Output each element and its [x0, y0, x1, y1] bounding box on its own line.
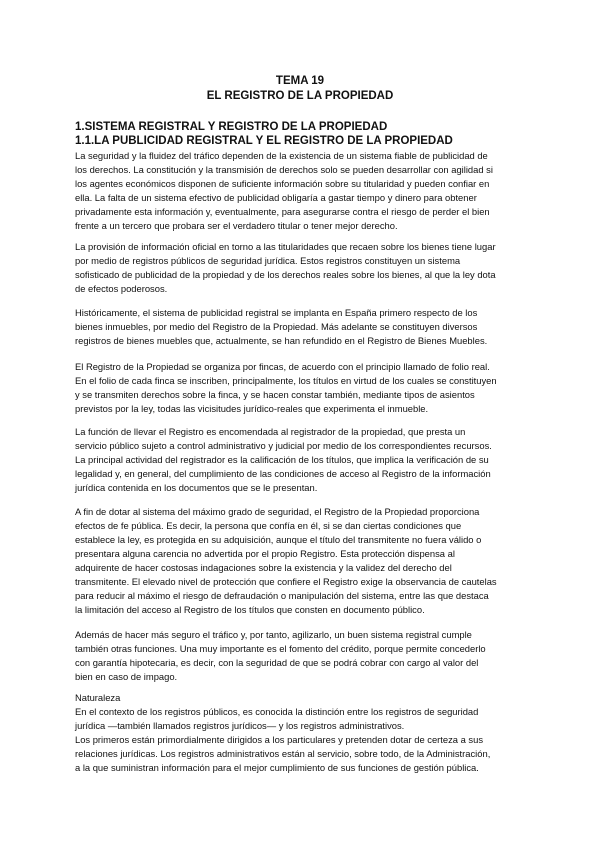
paragraph-4 — [75, 360, 535, 416]
paragraph-1 — [75, 149, 535, 233]
text-line: La seguridad y la fluidez del tráfico dependen de la existencia de un sistema fiable de publicidad de — [75, 150, 488, 161]
paragraph-3 — [75, 306, 535, 348]
text-line: La principal actividad del registrador es la calificación de los títulos, que implica la verificación de su — [75, 454, 489, 465]
text-line: bienes inmuebles, por medio del Registro de la Propiedad. Más adelante se constituyen diversos — [75, 321, 478, 332]
text-line: con garantía hipotecaria, es decir, con la seguridad de que se podrá cobrar con cargo al valor del — [75, 657, 479, 668]
text-line: El Registro de la Propiedad se organiza por fincas, de acuerdo con el principio llamado de folio real. — [75, 361, 490, 372]
text-line: jurídica —también llamados registros jurídicos— y los registros administrativos. — [75, 720, 405, 731]
text-line: transmitente. El elevado nivel de protección que confiere el Registro exige la observancia de cautelas — [75, 576, 497, 587]
text-line: La provisión de información oficial en torno a las titularidades que recaen sobre los bienes tiene lugar — [75, 241, 496, 252]
text-line: establece la ley, es protegida en su adquisición, aunque el título del transmitente no fuera válido o — [75, 534, 482, 545]
text-line: por medio de registros públicos de seguridad jurídica. Estos registros constituyen un sistema — [75, 255, 461, 266]
text-line: relaciones jurídicas. Los registros administrativos están al servicio, sobre todo, de la Administración, — [75, 748, 491, 759]
text-line: de efectos poderosos. — [75, 283, 168, 294]
paragraph-5 — [75, 425, 535, 495]
text-line: sofisticado de publicidad de la propiedad y de los derechos reales sobre los bienes, al que la ley dota — [75, 269, 496, 280]
section-heading: 1.SISTEMA REGISTRAL Y REGISTRO DE LA PROPIEDAD — [75, 121, 388, 133]
text-line: presentara alguna carencia no advertida por el propio Registro. Esta protección dispensa al — [75, 548, 455, 559]
text-line: legalidad y, en general, del cumplimiento de las condiciones de acceso al Registro de la información — [75, 468, 491, 479]
text-line: servicio público sujeto a control administrativo y judicial por medio de los correspondientes recursos. — [75, 440, 492, 451]
text-line: efectos de fe pública. Es decir, la persona que confía en él, si se dan ciertas condiciones que — [75, 520, 462, 531]
page-title-tema: TEMA 19 — [275, 75, 325, 87]
text-line: adquirente de hacer costosas indagaciones sobre la existencia y la validez del derecho del — [75, 562, 452, 573]
text-line: a la que suministran información para el mejor cumplimiento de sus funciones de gestión pública. — [75, 762, 479, 773]
text-line: Históricamente, el sistema de publicidad registral se implanta en España primero respecto de los — [75, 307, 478, 318]
text-line: A fin de dotar al sistema del máximo grado de seguridad, el Registro de la Propiedad proporciona — [75, 506, 480, 517]
text-line: frente a un tercero que probara ser el verdadero titular o tener mejor derecho. — [75, 220, 398, 231]
text-line: también otras funciones. Una muy importante es el fomento del crédito, porque permite concederlo — [75, 643, 486, 654]
text-line: Los primeros están primordialmente dirigidos a los particulares y pretenden dotar de certeza a sus — [75, 734, 484, 745]
text-line: En el contexto de los registros públicos, es conocida la distinción entre los registros de seguridad — [75, 706, 479, 717]
text-line: Además de hacer más seguro el tráfico y, por tanto, agilizarlo, un buen sistema registral cumple — [75, 629, 472, 640]
text-line: La función de llevar el Registro es encomendada al registrador de la propiedad, que presta un — [75, 426, 466, 437]
text-line: privadamente esta información y, eventualmente, para asegurarse contra el riesgo de perder el bien — [75, 206, 490, 217]
text-line: jurídica contenida en los documentos que se le presentan. — [75, 482, 318, 493]
text-line: los agentes económicos disponen de suficiente información sobre su titularidad y pueden confiar en — [75, 178, 490, 189]
page-title: EL REGISTRO DE LA PROPIEDAD — [206, 90, 394, 102]
text-line: bien en caso de impago. — [75, 671, 178, 682]
text-line: ella. La falta de un sistema efectivo de publicidad obligaría a gastar tiempo y dinero para obtener — [75, 192, 477, 203]
text-line: registros de bienes muebles que, actualmente, se han refundido en el Registro de Bienes Muebles. — [75, 335, 488, 346]
subsection-heading: 1.1.LA PUBLICIDAD REGISTRAL Y EL REGISTRO DE LA PROPIEDAD — [75, 135, 453, 147]
paragraph-2 — [75, 240, 535, 296]
text-line: En el folio de cada finca se inscriben, principalmente, los títulos en virtud de los cuales se constituyen — [75, 375, 497, 386]
text-line: y se transmiten derechos sobre la finca, y se hacen constar también, mediante tipos de asientos — [75, 389, 475, 400]
text-line: la limitación del acceso al Registro de los títulos que consten en documento público. — [75, 604, 425, 615]
text-line: previstos por la ley, todas las vicisitudes jurídico-reales que experimenta el inmueble. — [75, 403, 429, 414]
text-line: para reducir al máximo el riesgo de defraudación o manipulación del sistema, entre las que destaca — [75, 590, 489, 601]
text-line: los derechos. La constitución y la transmisión de derechos solo se pueden desarrollar con agilidad si — [75, 164, 493, 175]
paragraph-7 — [75, 628, 535, 684]
paragraph-6 — [75, 505, 535, 617]
text-line: Naturaleza — [75, 692, 121, 703]
paragraph-8 — [75, 691, 535, 775]
